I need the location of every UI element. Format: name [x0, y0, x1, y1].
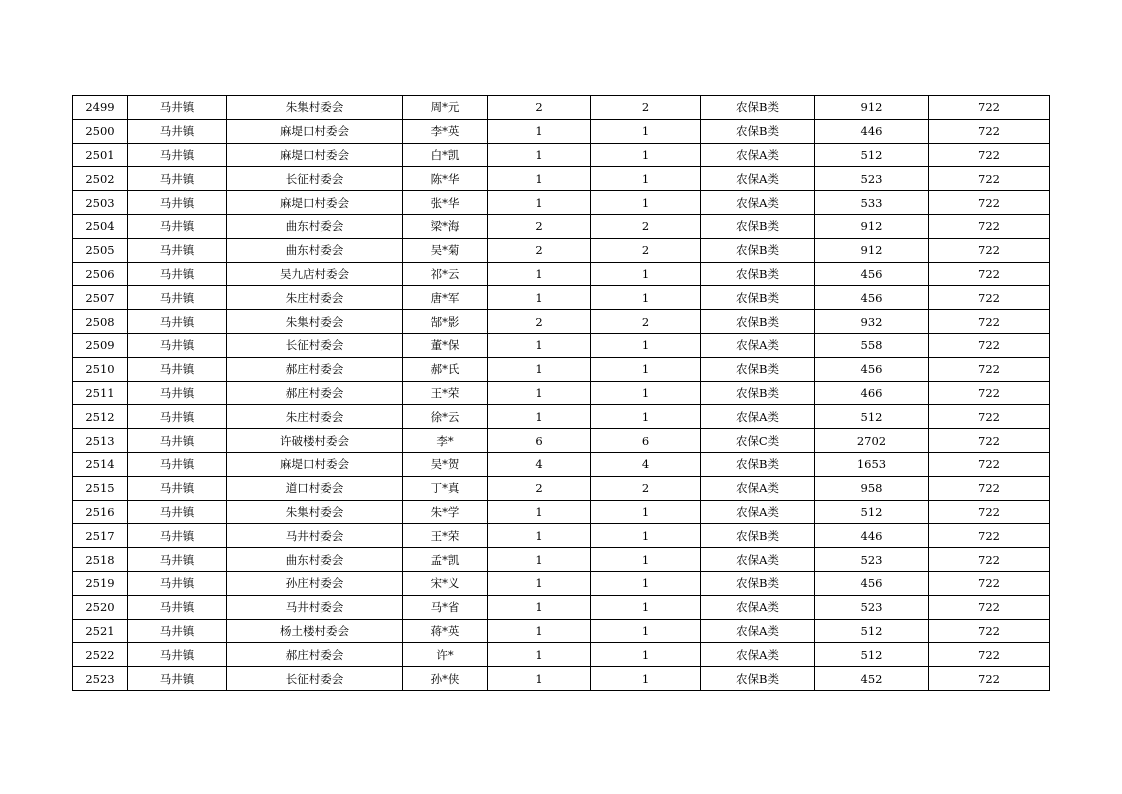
town-cell: 马井镇: [128, 333, 227, 357]
category-cell: 农保B类: [701, 310, 815, 334]
standard-cell: 722: [929, 524, 1050, 548]
town-cell: 马井镇: [128, 595, 227, 619]
standard-cell: 722: [929, 96, 1050, 120]
name-cell: 吴*菊: [403, 238, 488, 262]
person-count-cell: 1: [591, 571, 701, 595]
table-row: [73, 381, 1050, 405]
village-committee-cell: 朱庄村委会: [227, 286, 403, 310]
name-cell: 郜*影: [403, 310, 488, 334]
amount-cell: 512: [815, 619, 929, 643]
category-cell: 农保A类: [701, 143, 815, 167]
category-cell: 农保B类: [701, 96, 815, 120]
table-row: [73, 214, 1050, 238]
name-cell: 唐*军: [403, 286, 488, 310]
household-count-cell: 1: [488, 667, 591, 691]
household-count-cell: 2: [488, 476, 591, 500]
standard-cell: 722: [929, 214, 1050, 238]
amount-cell: 456: [815, 286, 929, 310]
table-row: [73, 429, 1050, 453]
name-cell: 李*: [403, 429, 488, 453]
table-row: [73, 667, 1050, 691]
household-count-cell: 1: [488, 595, 591, 619]
standard-cell: 722: [929, 286, 1050, 310]
name-cell: 孟*凯: [403, 548, 488, 572]
name-cell: 梁*海: [403, 214, 488, 238]
village-committee-cell: 马井村委会: [227, 524, 403, 548]
table-row: [73, 262, 1050, 286]
table-row: [73, 238, 1050, 262]
village-committee-cell: 马井村委会: [227, 595, 403, 619]
village-committee-cell: 朱集村委会: [227, 310, 403, 334]
table-row: [73, 357, 1050, 381]
village-committee-cell: 长征村委会: [227, 167, 403, 191]
table-row: [73, 191, 1050, 215]
row-number-cell: 2519: [73, 571, 128, 595]
name-cell: 朱*学: [403, 500, 488, 524]
village-committee-cell: 郝庄村委会: [227, 381, 403, 405]
standard-cell: 722: [929, 643, 1050, 667]
row-number-cell: 2520: [73, 595, 128, 619]
village-committee-cell: 郝庄村委会: [227, 357, 403, 381]
household-count-cell: 1: [488, 524, 591, 548]
category-cell: 农保A类: [701, 167, 815, 191]
person-count-cell: 1: [591, 524, 701, 548]
standard-cell: 722: [929, 452, 1050, 476]
town-cell: 马井镇: [128, 476, 227, 500]
standard-cell: 722: [929, 595, 1050, 619]
person-count-cell: 1: [591, 143, 701, 167]
category-cell: 农保B类: [701, 524, 815, 548]
person-count-cell: 1: [591, 167, 701, 191]
table-row: [73, 143, 1050, 167]
person-count-cell: 1: [591, 595, 701, 619]
town-cell: 马井镇: [128, 96, 227, 120]
name-cell: 祁*云: [403, 262, 488, 286]
row-number-cell: 2521: [73, 619, 128, 643]
village-committee-cell: 麻堤口村委会: [227, 119, 403, 143]
village-committee-cell: 长征村委会: [227, 667, 403, 691]
village-committee-cell: 孙庄村委会: [227, 571, 403, 595]
amount-cell: 456: [815, 262, 929, 286]
person-count-cell: 1: [591, 548, 701, 572]
town-cell: 马井镇: [128, 452, 227, 476]
name-cell: 李*英: [403, 119, 488, 143]
table-row: [73, 119, 1050, 143]
name-cell: 王*荣: [403, 524, 488, 548]
name-cell: 吴*贺: [403, 452, 488, 476]
amount-cell: 456: [815, 357, 929, 381]
category-cell: 农保C类: [701, 429, 815, 453]
category-cell: 农保B类: [701, 452, 815, 476]
row-number-cell: 2509: [73, 333, 128, 357]
town-cell: 马井镇: [128, 310, 227, 334]
row-number-cell: 2513: [73, 429, 128, 453]
name-cell: 张*华: [403, 191, 488, 215]
table-row: [73, 405, 1050, 429]
name-cell: 孙*侠: [403, 667, 488, 691]
village-committee-cell: 道口村委会: [227, 476, 403, 500]
amount-cell: 446: [815, 524, 929, 548]
amount-cell: 512: [815, 143, 929, 167]
village-committee-cell: 曲东村委会: [227, 214, 403, 238]
amount-cell: 558: [815, 333, 929, 357]
village-committee-cell: 杨土楼村委会: [227, 619, 403, 643]
category-cell: 农保A类: [701, 500, 815, 524]
row-number-cell: 2510: [73, 357, 128, 381]
town-cell: 马井镇: [128, 167, 227, 191]
standard-cell: 722: [929, 310, 1050, 334]
household-count-cell: 2: [488, 238, 591, 262]
town-cell: 马井镇: [128, 238, 227, 262]
town-cell: 马井镇: [128, 548, 227, 572]
person-count-cell: 2: [591, 96, 701, 120]
table-row: [73, 476, 1050, 500]
amount-cell: 512: [815, 405, 929, 429]
category-cell: 农保B类: [701, 262, 815, 286]
name-cell: 王*荣: [403, 381, 488, 405]
town-cell: 马井镇: [128, 571, 227, 595]
standard-cell: 722: [929, 167, 1050, 191]
amount-cell: 958: [815, 476, 929, 500]
town-cell: 马井镇: [128, 143, 227, 167]
household-count-cell: 1: [488, 286, 591, 310]
household-count-cell: 1: [488, 571, 591, 595]
town-cell: 马井镇: [128, 429, 227, 453]
category-cell: 农保A类: [701, 643, 815, 667]
household-count-cell: 2: [488, 214, 591, 238]
household-count-cell: 1: [488, 548, 591, 572]
person-count-cell: 6: [591, 429, 701, 453]
town-cell: 马井镇: [128, 381, 227, 405]
amount-cell: 512: [815, 500, 929, 524]
village-committee-cell: 朱集村委会: [227, 500, 403, 524]
amount-cell: 912: [815, 96, 929, 120]
person-count-cell: 1: [591, 643, 701, 667]
standard-cell: 722: [929, 333, 1050, 357]
amount-cell: 523: [815, 548, 929, 572]
amount-cell: 912: [815, 214, 929, 238]
table-row: [73, 310, 1050, 334]
household-count-cell: 1: [488, 262, 591, 286]
town-cell: 马井镇: [128, 286, 227, 310]
category-cell: 农保B类: [701, 286, 815, 310]
household-count-cell: 1: [488, 357, 591, 381]
table-row: [73, 643, 1050, 667]
town-cell: 马井镇: [128, 619, 227, 643]
row-number-cell: 2502: [73, 167, 128, 191]
row-number-cell: 2517: [73, 524, 128, 548]
standard-cell: 722: [929, 619, 1050, 643]
standard-cell: 722: [929, 548, 1050, 572]
household-count-cell: 2: [488, 96, 591, 120]
category-cell: 农保B类: [701, 119, 815, 143]
person-count-cell: 1: [591, 381, 701, 405]
amount-cell: 456: [815, 571, 929, 595]
household-count-cell: 4: [488, 452, 591, 476]
category-cell: 农保B类: [701, 357, 815, 381]
standard-cell: 722: [929, 143, 1050, 167]
household-count-cell: 1: [488, 333, 591, 357]
category-cell: 农保A类: [701, 476, 815, 500]
household-count-cell: 1: [488, 167, 591, 191]
town-cell: 马井镇: [128, 357, 227, 381]
person-count-cell: 1: [591, 667, 701, 691]
village-committee-cell: 长征村委会: [227, 333, 403, 357]
data-table: [72, 95, 1050, 691]
household-count-cell: 1: [488, 643, 591, 667]
household-count-cell: 6: [488, 429, 591, 453]
row-number-cell: 2515: [73, 476, 128, 500]
town-cell: 马井镇: [128, 643, 227, 667]
standard-cell: 722: [929, 238, 1050, 262]
category-cell: 农保A类: [701, 548, 815, 572]
person-count-cell: 1: [591, 333, 701, 357]
amount-cell: 446: [815, 119, 929, 143]
table-row: [73, 619, 1050, 643]
row-number-cell: 2503: [73, 191, 128, 215]
household-count-cell: 1: [488, 119, 591, 143]
amount-cell: 533: [815, 191, 929, 215]
town-cell: 马井镇: [128, 119, 227, 143]
category-cell: 农保B类: [701, 571, 815, 595]
row-number-cell: 2518: [73, 548, 128, 572]
person-count-cell: 2: [591, 476, 701, 500]
name-cell: 许*: [403, 643, 488, 667]
standard-cell: 722: [929, 429, 1050, 453]
town-cell: 马井镇: [128, 262, 227, 286]
village-committee-cell: 麻堤口村委会: [227, 191, 403, 215]
standard-cell: 722: [929, 571, 1050, 595]
household-count-cell: 1: [488, 500, 591, 524]
household-count-cell: 1: [488, 191, 591, 215]
table-row: [73, 500, 1050, 524]
village-committee-cell: 朱庄村委会: [227, 405, 403, 429]
standard-cell: 722: [929, 119, 1050, 143]
town-cell: 马井镇: [128, 405, 227, 429]
person-count-cell: 2: [591, 310, 701, 334]
row-number-cell: 2512: [73, 405, 128, 429]
table-row: [73, 571, 1050, 595]
standard-cell: 722: [929, 191, 1050, 215]
standard-cell: 722: [929, 381, 1050, 405]
row-number-cell: 2511: [73, 381, 128, 405]
town-cell: 马井镇: [128, 500, 227, 524]
person-count-cell: 1: [591, 119, 701, 143]
category-cell: 农保A类: [701, 333, 815, 357]
table-row: [73, 595, 1050, 619]
table-row: [73, 286, 1050, 310]
town-cell: 马井镇: [128, 191, 227, 215]
standard-cell: 722: [929, 405, 1050, 429]
village-committee-cell: 许破楼村委会: [227, 429, 403, 453]
row-number-cell: 2501: [73, 143, 128, 167]
standard-cell: 722: [929, 476, 1050, 500]
household-count-cell: 1: [488, 405, 591, 429]
row-number-cell: 2499: [73, 96, 128, 120]
row-number-cell: 2507: [73, 286, 128, 310]
table-row: [73, 452, 1050, 476]
standard-cell: 722: [929, 357, 1050, 381]
category-cell: 农保B类: [701, 238, 815, 262]
person-count-cell: 1: [591, 286, 701, 310]
table-row: [73, 524, 1050, 548]
village-committee-cell: 麻堤口村委会: [227, 452, 403, 476]
person-count-cell: 4: [591, 452, 701, 476]
amount-cell: 2702: [815, 429, 929, 453]
person-count-cell: 1: [591, 500, 701, 524]
person-count-cell: 1: [591, 262, 701, 286]
standard-cell: 722: [929, 500, 1050, 524]
table-row: [73, 96, 1050, 120]
name-cell: 徐*云: [403, 405, 488, 429]
town-cell: 马井镇: [128, 667, 227, 691]
amount-cell: 512: [815, 643, 929, 667]
category-cell: 农保A类: [701, 405, 815, 429]
person-count-cell: 1: [591, 191, 701, 215]
row-number-cell: 2508: [73, 310, 128, 334]
town-cell: 马井镇: [128, 524, 227, 548]
household-count-cell: 1: [488, 381, 591, 405]
category-cell: 农保B类: [701, 667, 815, 691]
amount-cell: 912: [815, 238, 929, 262]
row-number-cell: 2522: [73, 643, 128, 667]
amount-cell: 466: [815, 381, 929, 405]
name-cell: 郝*氏: [403, 357, 488, 381]
row-number-cell: 2523: [73, 667, 128, 691]
row-number-cell: 2500: [73, 119, 128, 143]
person-count-cell: 1: [591, 405, 701, 429]
table-row: [73, 548, 1050, 572]
category-cell: 农保B类: [701, 381, 815, 405]
category-cell: 农保A类: [701, 191, 815, 215]
amount-cell: 452: [815, 667, 929, 691]
name-cell: 丁*真: [403, 476, 488, 500]
household-count-cell: 2: [488, 310, 591, 334]
household-count-cell: 1: [488, 143, 591, 167]
village-committee-cell: 吴九店村委会: [227, 262, 403, 286]
row-number-cell: 2505: [73, 238, 128, 262]
name-cell: 周*元: [403, 96, 488, 120]
name-cell: 宋*义: [403, 571, 488, 595]
category-cell: 农保A类: [701, 595, 815, 619]
row-number-cell: 2516: [73, 500, 128, 524]
person-count-cell: 1: [591, 357, 701, 381]
person-count-cell: 1: [591, 619, 701, 643]
standard-cell: 722: [929, 667, 1050, 691]
name-cell: 陈*华: [403, 167, 488, 191]
table-row: [73, 167, 1050, 191]
name-cell: 董*保: [403, 333, 488, 357]
amount-cell: 523: [815, 595, 929, 619]
village-committee-cell: 朱集村委会: [227, 96, 403, 120]
town-cell: 马井镇: [128, 214, 227, 238]
village-committee-cell: 曲东村委会: [227, 238, 403, 262]
village-committee-cell: 麻堤口村委会: [227, 143, 403, 167]
row-number-cell: 2504: [73, 214, 128, 238]
amount-cell: 1653: [815, 452, 929, 476]
name-cell: 蒋*英: [403, 619, 488, 643]
person-count-cell: 2: [591, 238, 701, 262]
standard-cell: 722: [929, 262, 1050, 286]
person-count-cell: 2: [591, 214, 701, 238]
village-committee-cell: 曲东村委会: [227, 548, 403, 572]
amount-cell: 932: [815, 310, 929, 334]
household-count-cell: 1: [488, 619, 591, 643]
row-number-cell: 2506: [73, 262, 128, 286]
name-cell: 马*省: [403, 595, 488, 619]
amount-cell: 523: [815, 167, 929, 191]
row-number-cell: 2514: [73, 452, 128, 476]
category-cell: 农保A类: [701, 619, 815, 643]
table-body: [73, 96, 1050, 691]
table-row: [73, 333, 1050, 357]
name-cell: 白*凯: [403, 143, 488, 167]
village-committee-cell: 郝庄村委会: [227, 643, 403, 667]
category-cell: 农保B类: [701, 214, 815, 238]
